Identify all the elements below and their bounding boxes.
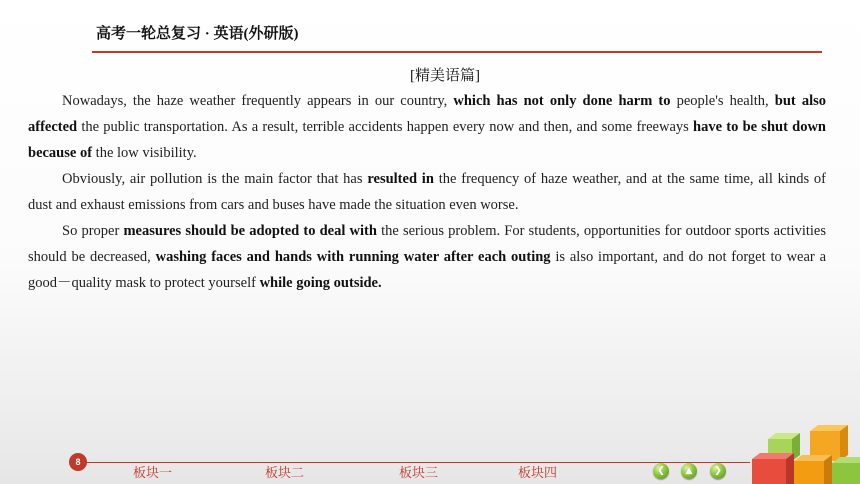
header-divider <box>92 51 822 53</box>
prev-arrow-icon[interactable]: ❮ <box>653 463 669 479</box>
page-number-badge: 8 <box>69 453 87 471</box>
text-span: the public transportation. As a result, terrible accidents happen every now and then, and some freeways <box>77 119 694 135</box>
paragraph-2 <box>28 166 826 218</box>
nav-section-2[interactable]: 板块二 <box>265 465 305 480</box>
bold-phrase: resulted in <box>367 171 434 187</box>
bold-phrase: which has not only done harm to <box>453 93 671 109</box>
text-span: the low visibility. <box>92 145 197 161</box>
bold-phrase: measures should be adopted to deal with <box>123 223 377 239</box>
nav-section-1[interactable]: 板块一 <box>133 465 173 480</box>
bold-phrase: while going outside. <box>259 275 382 291</box>
text-span: the serious problem. For students, opportunities for outdoor sports activities should be decreased, <box>28 223 826 265</box>
nav-section-4[interactable]: 板块四 <box>518 465 558 480</box>
bold-phrase: washing faces and hands with running water after each outing <box>155 249 551 265</box>
section-title: [精美语篇] <box>410 68 480 84</box>
text-span: So proper <box>62 223 124 239</box>
next-arrow-icon[interactable]: ❯ <box>710 463 726 479</box>
text-span: the frequency of haze weather, and at the same time, all kinds of dust and exhaust emissions from cars and buses have made the situation even worse. <box>28 171 826 213</box>
header-title: 高考一轮总复习 · 英语(外研版) <box>96 26 299 42</box>
text-span: people's health, <box>670 93 775 109</box>
up-arrow-icon[interactable]: ▲ <box>681 463 697 479</box>
bold-phrase: but also affected <box>28 93 826 135</box>
text-span: Obviously, air pollution is the main factor that has <box>62 171 368 187</box>
cube-orange-front <box>794 455 832 484</box>
paragraph-3 <box>28 218 826 296</box>
text-span: is also important, and do not forget to wear a good－quality mask to protect yourself <box>28 249 826 291</box>
nav-section-3[interactable]: 板块三 <box>399 465 439 480</box>
paragraph-1 <box>28 88 826 166</box>
text-span: Nowadays, the haze weather frequently appears in our country, <box>62 93 454 109</box>
cube-green-front <box>832 457 860 484</box>
passage <box>28 88 826 296</box>
bold-phrase: have to be shut down because of <box>28 119 826 161</box>
decorative-cubes-icon <box>750 425 860 484</box>
cube-red-front <box>752 453 794 484</box>
